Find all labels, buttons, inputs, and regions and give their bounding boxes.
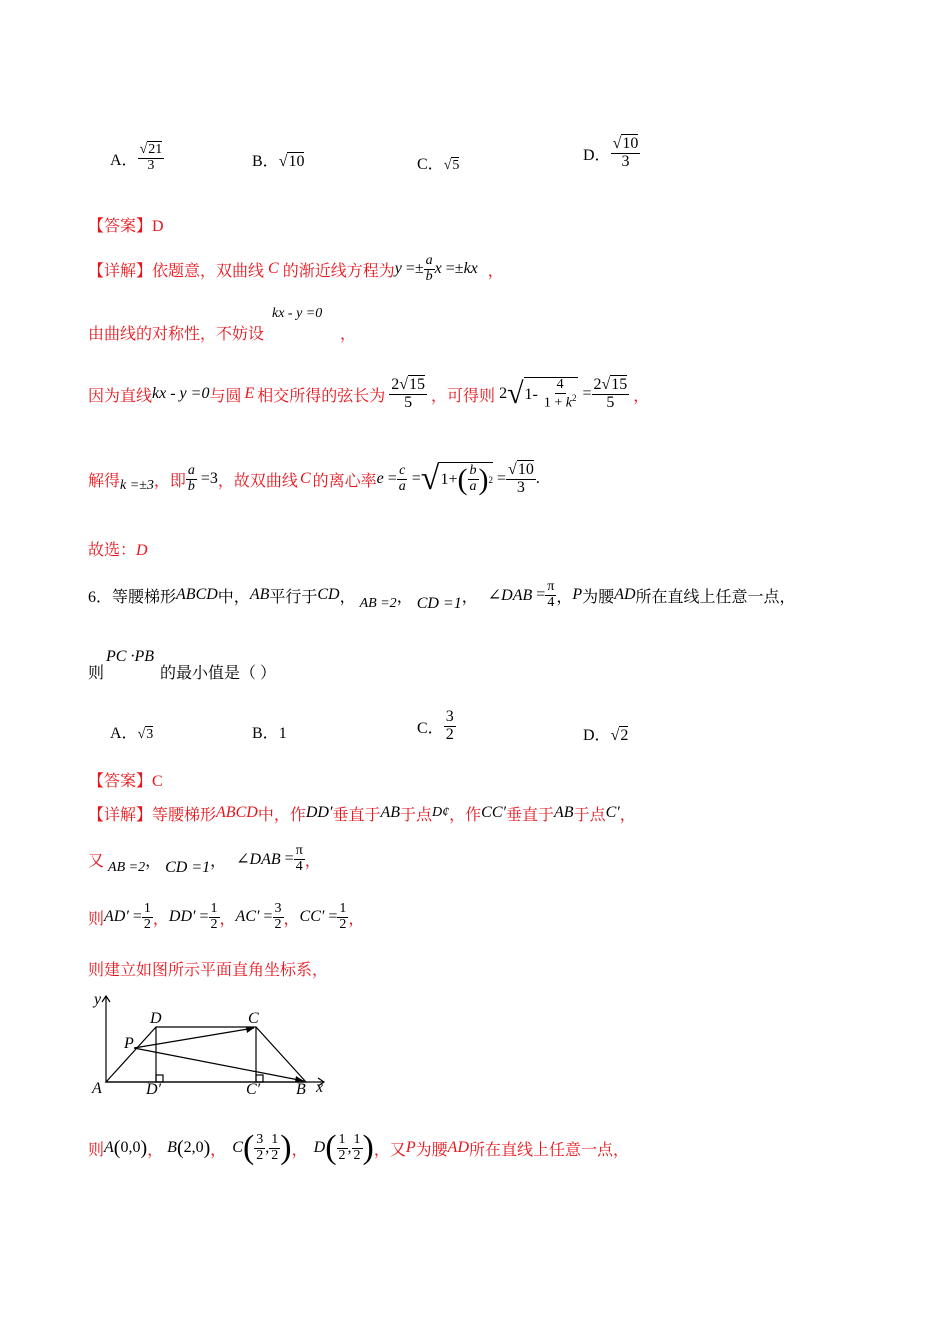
q6-detail-line-3: 则 AD′ = $\frac{1}{2}$ ， DD′ = $\frac{1}{2}$ ， AC′ = $\frac{3}{2}$ ， CC′ = $\frac{1}{2}$ ，: [88, 900, 365, 932]
q5-option-d: D． $\frac{√10}{3}$: [583, 134, 639, 170]
q6-detail-line-1: 【详解】 等腰梯形 ABCD 中，作 DD′ 垂直于 AB 于点 D¢ ， 作 CC′ 垂直于 AB 于点 C′ ，: [88, 804, 636, 824]
arrow-pc: [246, 1027, 254, 1033]
q5-option-b: B．√10: [252, 153, 305, 170]
q5-detail-line-3: 因为直线 kx - y =0 与圆 E 相交所得的弦长为 $\frac{2√15}{5}$ ，可得则 2 √ 1- $\frac{4}{1 + k^2}$ = $\frac{2√15}{5}$ ，: [88, 375, 650, 411]
coordinate-figure: [86, 990, 336, 1100]
label-d: D: [150, 1010, 162, 1027]
label-c-prime: C′: [246, 1081, 261, 1098]
q5-equation-line: kx - y =0: [272, 306, 323, 321]
label-b: B: [296, 1081, 306, 1098]
q5-detail-line-1: 【详解】 依题意，双曲线 C 的渐近线方程为 y =± $\frac{a}{b}$ x =± kx ，: [88, 252, 504, 284]
q5-option-c: C．√5: [417, 156, 460, 173]
label-a: A: [92, 1080, 102, 1097]
q6-coordinates-line: 则 A ( 0,0 ) ， B ( 2,0 ) ， C ( $\frac{3}{2}$ , $\frac{1}{2}$ ) ， D ( $\frac{1}{2}$ , $\frac{1}{2}$ ) ，又 P 为腰 AD 所在直线上任意一点，: [88, 1129, 630, 1166]
q6-stem-line-1: 6．等腰梯形 ABCD 中， AB 平行于 CD ， AB =2 ， CD =1 ， ∠DAB = $\frac{\pi}{4}$ ， P 为腰 AD 所在直线上任意一点，: [88, 578, 796, 612]
label-d-prime: D′: [146, 1081, 162, 1098]
option-label: A．: [110, 151, 138, 169]
q6-option-a: A．√3: [110, 725, 154, 742]
q6-answer: 【答案】C: [88, 773, 163, 790]
q5-detail-line-4: 解得 k =±3 ，即 $\frac{a}{b}$ =3 ，故双曲线 C 的离心率 e = $\frac{c}{a}$ = √ 1+ ( $\frac{b}{a}$ ) 2 = $\frac{√10}{3}$ .: [88, 460, 540, 497]
option-value: $\frac{√10}{3}$: [612, 134, 639, 170]
q6-detail-line-2: 又 AB =2 ， CD =1 ， ∠DAB = $\frac{\pi}{4}$ ，: [88, 842, 321, 876]
label-y: y: [94, 991, 102, 1008]
trapezoid: [106, 1027, 306, 1082]
q5-detail-line-2: 由曲线的对称性，不妨设: [88, 326, 265, 343]
q5-conclusion: 故选：D: [88, 542, 148, 559]
q5-answer: 【答案】D: [88, 218, 164, 235]
q6-option-b: B．1: [252, 725, 287, 742]
q6-vector-product: PC ·PB: [106, 648, 154, 665]
vector-pb: [134, 1048, 304, 1081]
q6-option-c: C． $\frac{3}{2}$: [417, 707, 454, 743]
q6-stem-line-2: 则: [88, 665, 105, 682]
label-c: C: [248, 1010, 259, 1027]
label-p: P: [124, 1035, 134, 1052]
option-value: $\frac{√21}{3}$: [139, 141, 163, 173]
q6-detail-line-4: 则建立如图所示平面直角坐标系，: [88, 962, 329, 979]
label-x: x: [316, 1079, 324, 1096]
q5-option-a: [110, 133, 164, 183]
q6-option-d: D．√2: [583, 727, 629, 744]
